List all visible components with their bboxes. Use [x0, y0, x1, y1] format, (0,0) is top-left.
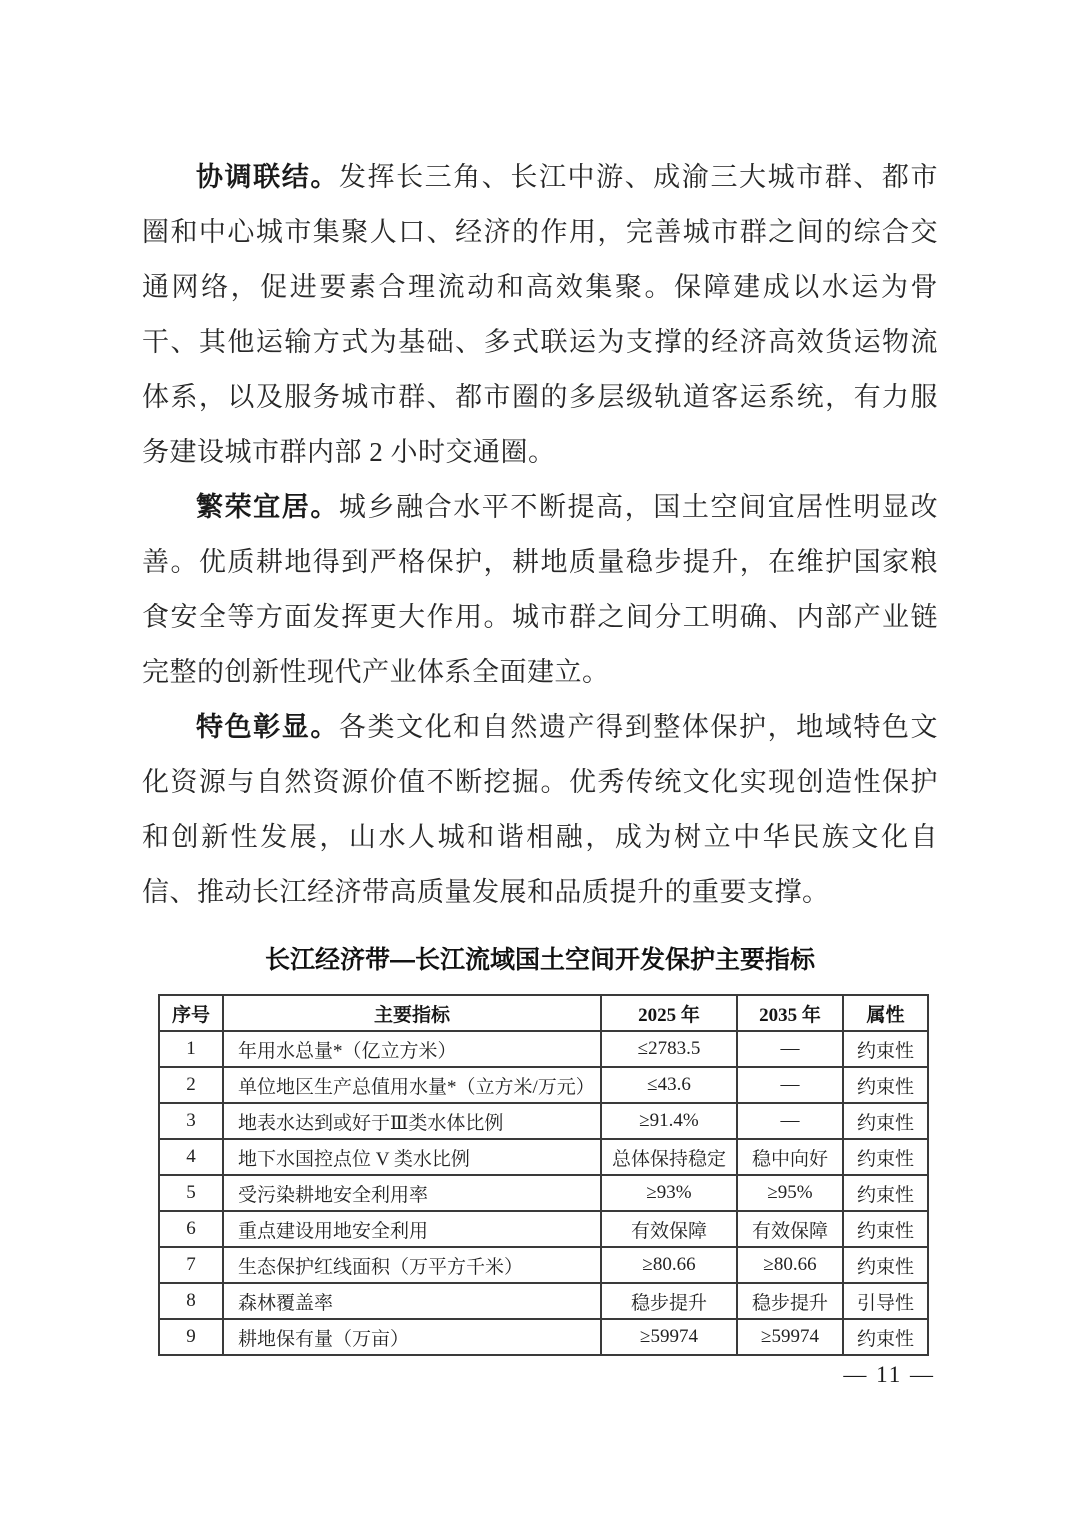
table-row [159, 1067, 928, 1103]
indicator-name: 受污染耕地安全利用率 [223, 1175, 601, 1211]
paragraph-text: 发挥长三角、长江中游、成渝三大城市群、都市圈和中心城市集聚人口、经济的作用，完善城市群之间的综合交通网络，促进要素合理流动和高效集聚。保障建成以水运为骨干、其他运输方式为基础、多式联运为支撑的经济高效货运物流体系，以及服务城市群、都市圈的多层级轨道客运系统，有力服务建设城市群内部 2 小时交通圈。 [142, 162, 939, 467]
column-header-2025: 2025 年 [601, 995, 737, 1031]
row-index: 8 [159, 1283, 223, 1319]
value-2025: 总体保持稳定 [601, 1139, 737, 1175]
table-row [159, 1247, 928, 1283]
attribute: 约束性 [843, 1247, 928, 1283]
value-2035: ≥80.66 [737, 1247, 843, 1283]
table-row [159, 1139, 928, 1175]
attribute: 约束性 [843, 1103, 928, 1139]
paragraph-lead: 繁荣宜居。 [196, 492, 339, 522]
row-index: 4 [159, 1139, 223, 1175]
paragraph-text: 各类文化和自然遗产得到整体保护，地域特色文化资源与自然资源价值不断挖掘。优秀传统文化实现创造性保护和创新性发展，山水人城和谐相融，成为树立中华民族文化自信、推动长江经济带高质量发展和品质提升的重要支撑。 [142, 712, 939, 907]
table-row [159, 1319, 928, 1355]
table-row [159, 1175, 928, 1211]
value-2025: 稳步提升 [601, 1283, 737, 1319]
attribute: 约束性 [843, 1319, 928, 1355]
value-2035: 稳中向好 [737, 1139, 843, 1175]
attribute: 约束性 [843, 1067, 928, 1103]
paragraph [142, 700, 938, 920]
row-index: 9 [159, 1319, 223, 1355]
value-2035: ≥59974 [737, 1319, 843, 1355]
column-header-2035: 2035 年 [737, 995, 843, 1031]
table-row [159, 1103, 928, 1139]
indicators-table [158, 994, 929, 1356]
paragraph-lead: 特色彰显。 [196, 712, 339, 742]
value-2025: ≥59974 [601, 1319, 737, 1355]
value-2025: ≥80.66 [601, 1247, 737, 1283]
value-2035: 稳步提升 [737, 1283, 843, 1319]
row-index: 2 [159, 1067, 223, 1103]
value-2025: ≤2783.5 [601, 1031, 737, 1067]
indicator-name: 单位地区生产总值用水量*（立方米/万元） [223, 1067, 601, 1103]
page-number: — 11 — [843, 1362, 935, 1387]
paragraph [142, 480, 938, 700]
table-row [159, 1031, 928, 1067]
indicator-name: 重点建设用地安全利用 [223, 1211, 601, 1247]
attribute: 约束性 [843, 1031, 928, 1067]
attribute: 约束性 [843, 1139, 928, 1175]
value-2025: 有效保障 [601, 1211, 737, 1247]
value-2035: — [737, 1031, 843, 1067]
value-2035: ≥95% [737, 1175, 843, 1211]
indicator-name: 年用水总量*（亿立方米） [223, 1031, 601, 1067]
attribute: 约束性 [843, 1175, 928, 1211]
column-header-index: 序号 [159, 995, 223, 1031]
value-2035: — [737, 1067, 843, 1103]
table-row [159, 1283, 928, 1319]
row-index: 6 [159, 1211, 223, 1247]
table-title: 长江经济带—长江流域国土空间开发保护主要指标 [264, 946, 815, 974]
value-2035: 有效保障 [737, 1211, 843, 1247]
value-2025: ≥93% [601, 1175, 737, 1211]
paragraph-text: 城乡融合水平不断提高，国土空间宜居性明显改善。优质耕地得到严格保护，耕地质量稳步提升，在维护国家粮食安全等方面发挥更大作用。城市群之间分工明确、内部产业链完整的创新性现代产业体系全面建立。 [142, 492, 939, 687]
indicator-name: 地表水达到或好于Ⅲ类水体比例 [223, 1103, 601, 1139]
value-2035: — [737, 1103, 843, 1139]
row-index: 7 [159, 1247, 223, 1283]
row-index: 1 [159, 1031, 223, 1067]
attribute: 引导性 [843, 1283, 928, 1319]
indicator-name: 耕地保有量（万亩） [223, 1319, 601, 1355]
row-index: 5 [159, 1175, 223, 1211]
indicator-name: 生态保护红线面积（万平方千米） [223, 1247, 601, 1283]
paragraph [142, 150, 938, 480]
column-header-attribute: 属性 [843, 995, 928, 1031]
indicator-name: 森林覆盖率 [223, 1283, 601, 1319]
value-2025: ≤43.6 [601, 1067, 737, 1103]
table-header-row [159, 995, 928, 1031]
attribute: 约束性 [843, 1211, 928, 1247]
paragraph-lead: 协调联结。 [196, 162, 339, 192]
document-body [142, 150, 938, 1356]
indicator-name: 地下水国控点位 V 类水比例 [223, 1139, 601, 1175]
table-row [159, 1211, 928, 1247]
value-2025: ≥91.4% [601, 1103, 737, 1139]
column-header-indicator: 主要指标 [223, 995, 601, 1031]
row-index: 3 [159, 1103, 223, 1139]
